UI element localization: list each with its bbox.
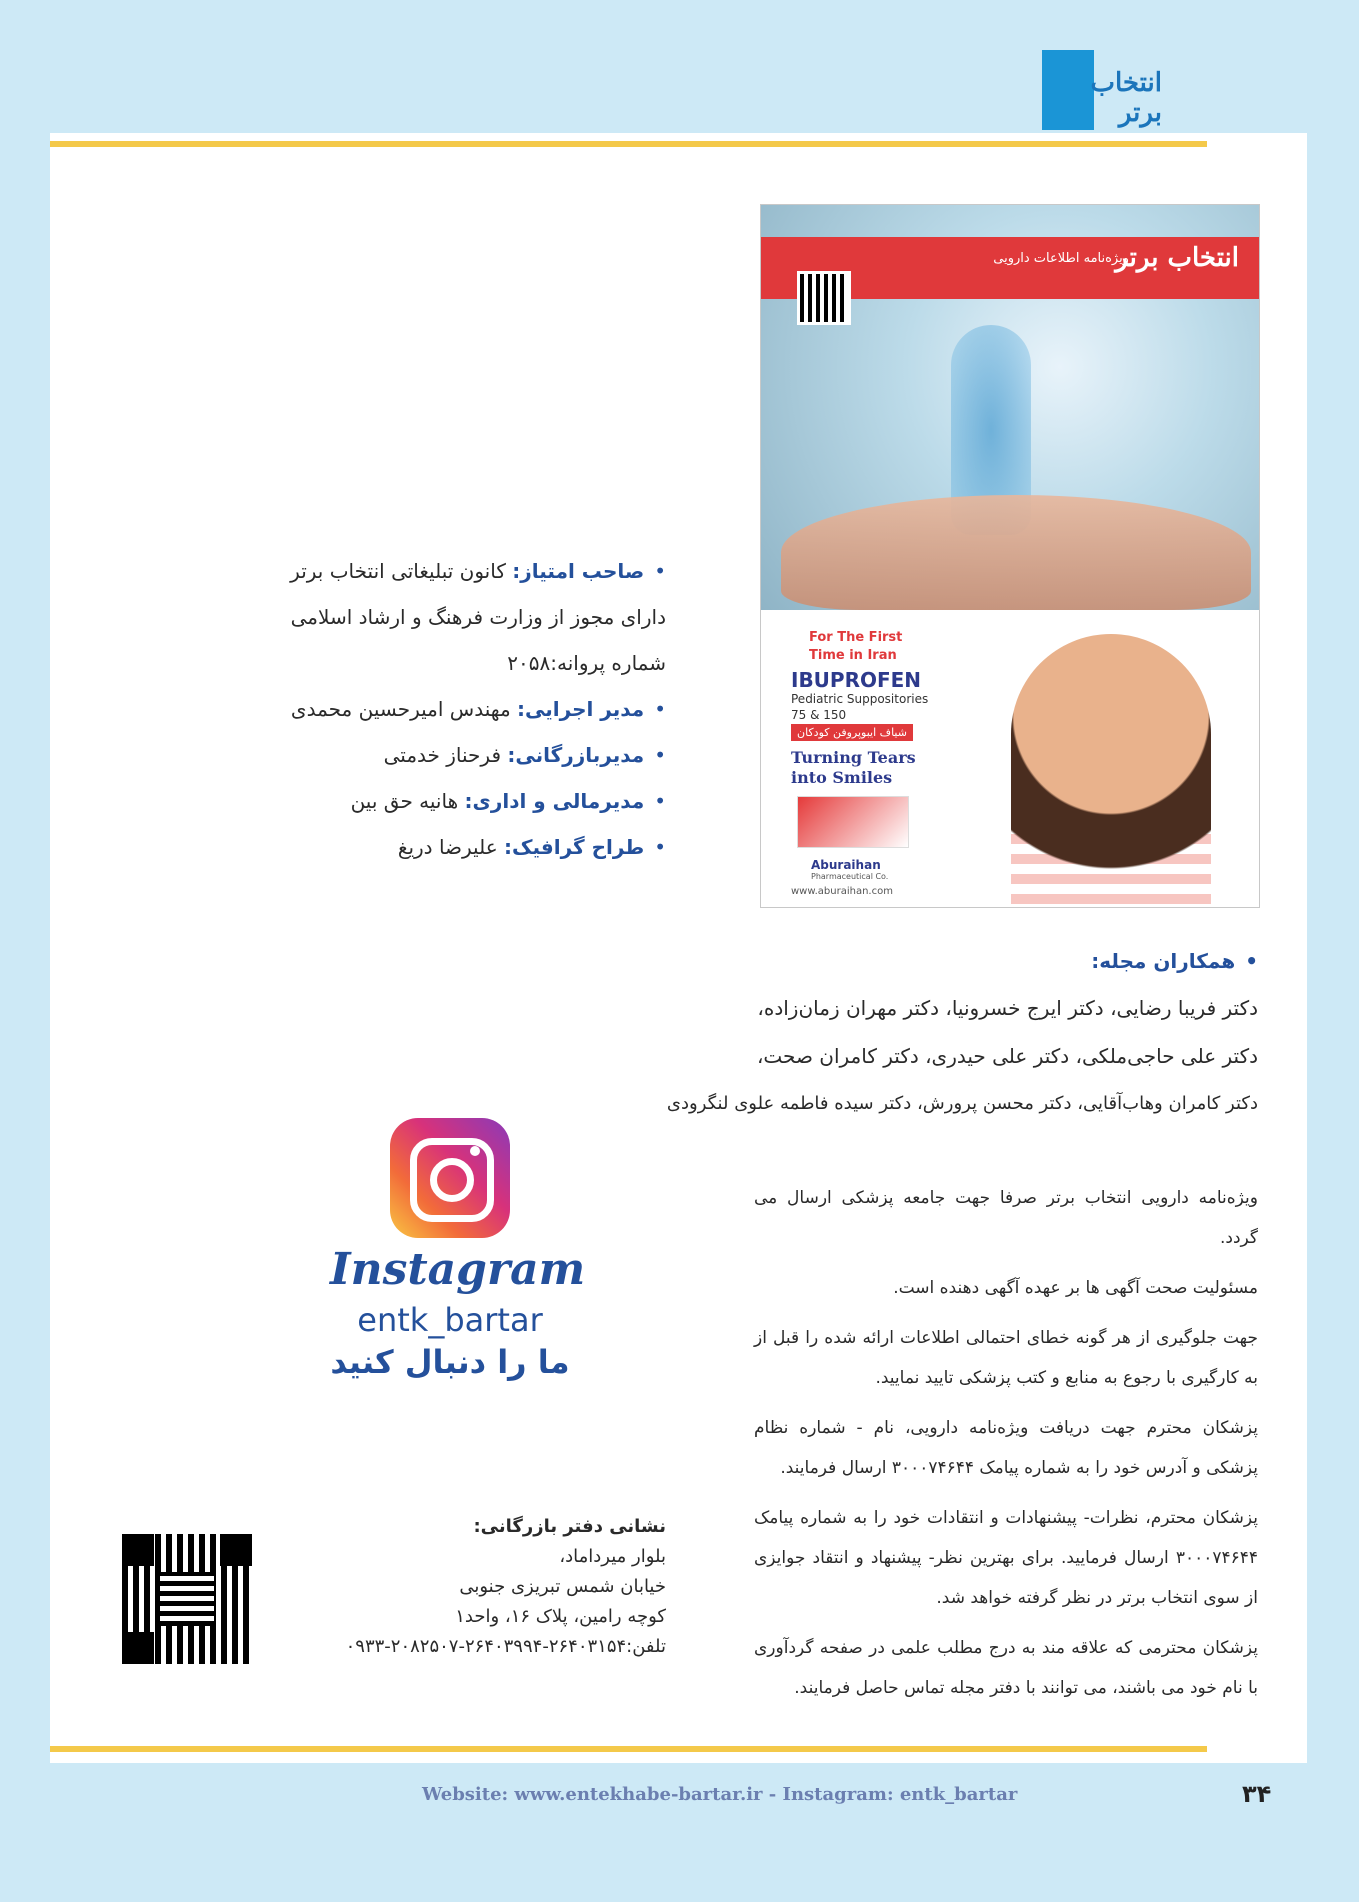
top-divider bbox=[50, 141, 1207, 147]
ad-form: Pediatric Suppositories bbox=[791, 692, 929, 706]
note-paragraph: پزشکان محترم، نظرات- پیشنهادات و انتقادات خود را به شماره پیامک ۳۰۰۰۷۴۶۴۴ ارسال فرمایید. برای بهترین نظر- پیشنهاد و انتقاد جوایزی از سوی انتخاب برتر در نظر گرفته خواهد شد. bbox=[754, 1508, 1258, 1608]
instagram-wordmark: Instagram bbox=[330, 1244, 586, 1295]
ad-product: IBUPROFEN bbox=[791, 668, 922, 692]
bullet-icon: • bbox=[654, 559, 666, 583]
note-paragraph: ویژه‌نامه دارویی انتخاب برتر صرفا جهت جامعه پزشکی ارسال می گردد. bbox=[754, 1188, 1258, 1248]
instagram-handle[interactable]: entk_bartar bbox=[357, 1301, 543, 1339]
ad-brand: Aburaihan bbox=[811, 858, 881, 872]
footer-website: Website: www.entekhabe-bartar.ir - Instagram: entk_bartar bbox=[422, 1784, 1018, 1805]
publication-info bbox=[230, 548, 666, 870]
info-exec bbox=[230, 686, 666, 732]
ad-dose: 75 & 150 bbox=[791, 708, 847, 722]
collaborators-line: دکتر کامران وهاب‌آقایی، دکتر محسن پرورش، دکتر سیده فاطمه علوی لنگرودی bbox=[666, 1093, 1258, 1114]
office-address bbox=[270, 1512, 666, 1662]
qr-code-pattern bbox=[160, 1572, 214, 1626]
address-phone: تلفن:۲۶۴۰۳۱۵۴-۲۶۴۰۳۹۹۴-۲۰۸۲۵۰۷-۰۹۳۳ bbox=[345, 1636, 666, 1657]
ad-first-line2: Time in Iran bbox=[809, 648, 897, 663]
bottom-divider bbox=[50, 1746, 1207, 1752]
collaborators-title-text: همکاران مجله: bbox=[1091, 949, 1236, 973]
magazine-cover bbox=[760, 204, 1260, 908]
sales-value: فرحناز خدمتی bbox=[383, 743, 502, 767]
ad-brand-sub: Pharmaceutical Co. bbox=[811, 872, 889, 881]
ad-website: www.aburaihan.com bbox=[791, 886, 893, 897]
instagram-promo bbox=[330, 1118, 586, 1381]
note-paragraph: پزشکان محترم جهت دریافت ویژه‌نامه دارویی، نام - شماره نظام پزشکی و آدرس خود را به شماره پیامک ۳۰۰۰۷۴۶۴۴ ارسال فرمایند. bbox=[754, 1418, 1258, 1478]
hand-illustration bbox=[781, 495, 1251, 610]
collaborators-title bbox=[754, 946, 1258, 976]
instagram-icon-lens bbox=[430, 1158, 474, 1202]
info-sales bbox=[230, 732, 666, 778]
collaborators-line: دکتر فریبا رضایی، دکتر ایرج خسرونیا، دکتر مهران زمان‌زاده، bbox=[757, 996, 1258, 1020]
product-box-image bbox=[797, 796, 909, 848]
instagram-icon[interactable] bbox=[390, 1118, 510, 1238]
child-photo bbox=[1011, 634, 1211, 907]
ad-fa-label: شیاف ایبوپروفن کودکان bbox=[791, 724, 913, 741]
collaborators-line: دکتر علی حاجی‌ملکی، دکتر علی حیدری، دکتر کامران صحت، bbox=[756, 1044, 1258, 1068]
owner-label: صاحب امتیاز: bbox=[512, 559, 645, 583]
designer-value: علیرضا دریغ bbox=[397, 835, 498, 859]
note-paragraph: مسئولیت صحت آگهی ها بر عهده آگهی دهنده است. bbox=[893, 1278, 1258, 1298]
info-license-number: شماره پروانه:۲۰۵۸ bbox=[507, 651, 666, 675]
info-finance bbox=[230, 778, 666, 824]
cover-magazine-name: انتخاب برتر bbox=[1115, 243, 1239, 273]
ibuprofen-ad bbox=[761, 610, 1259, 907]
qr-code-icon[interactable] bbox=[122, 1534, 252, 1664]
ad-slogan: Turning Tears into Smiles bbox=[791, 748, 916, 787]
note-paragraph: پزشکان محترمی که علاقه مند به درج مطلب علمی در صفحه گردآوری با نام خود می باشند، می توانند با دفتر مجله تماس حاصل فرمایند. bbox=[754, 1638, 1258, 1698]
finance-value: هانیه حق بین bbox=[350, 789, 459, 813]
sales-label: مدیربازرگانی: bbox=[507, 743, 645, 767]
info-designer bbox=[230, 824, 666, 870]
collaborators-section bbox=[666, 946, 1258, 1128]
bullet-icon: • bbox=[654, 835, 666, 859]
exec-label: مدیر اجرایی: bbox=[517, 697, 645, 721]
bullet-icon: • bbox=[654, 697, 666, 721]
bullet-icon: • bbox=[1245, 949, 1258, 973]
bullet-icon: • bbox=[654, 789, 666, 813]
exec-value: مهندس امیرحسین محمدی bbox=[290, 697, 511, 721]
bullet-icon: • bbox=[654, 743, 666, 767]
info-owner bbox=[230, 548, 666, 594]
page-number: ۳۴ bbox=[1242, 1780, 1272, 1808]
instagram-icon-dot bbox=[470, 1146, 480, 1156]
finance-label: مدیرمالی و اداری: bbox=[464, 789, 645, 813]
cover-qr-code bbox=[797, 271, 851, 325]
address-line: کوچه رامین، پلاک ۱۶، واحد۱ bbox=[455, 1606, 666, 1627]
logo-text: انتخاب برتر bbox=[1090, 68, 1162, 128]
address-line: بلوار میرداماد، bbox=[559, 1546, 666, 1567]
owner-value: کانون تبلیغاتی انتخاب برتر bbox=[290, 559, 506, 583]
header-logo bbox=[1042, 50, 1168, 130]
designer-label: طراح گرافیک: bbox=[504, 835, 645, 859]
notes-section bbox=[754, 1178, 1258, 1718]
ad-first-line1: For The First bbox=[809, 630, 903, 645]
note-paragraph: جهت جلوگیری از هر گونه خطای احتمالی اطلاعات ارائه شده را قبل از به کارگیری با رجوع به منابع و کتب پزشکی تایید نمایید. bbox=[754, 1328, 1258, 1388]
address-line: خیابان شمس تبریزی جنوبی bbox=[459, 1576, 666, 1597]
address-title: نشانی دفتر بازرگانی: bbox=[473, 1516, 666, 1537]
follow-us-text: ما را دنبال کنید bbox=[330, 1343, 570, 1381]
cover-title-band bbox=[761, 237, 1259, 299]
info-license: دارای مجوز از وزارت فرهنگ و ارشاد اسلامی bbox=[290, 605, 666, 629]
cover-subtitle: ویژه‌نامه اطلاعات دارویی bbox=[993, 251, 1129, 266]
page-footer bbox=[0, 1780, 1359, 1814]
